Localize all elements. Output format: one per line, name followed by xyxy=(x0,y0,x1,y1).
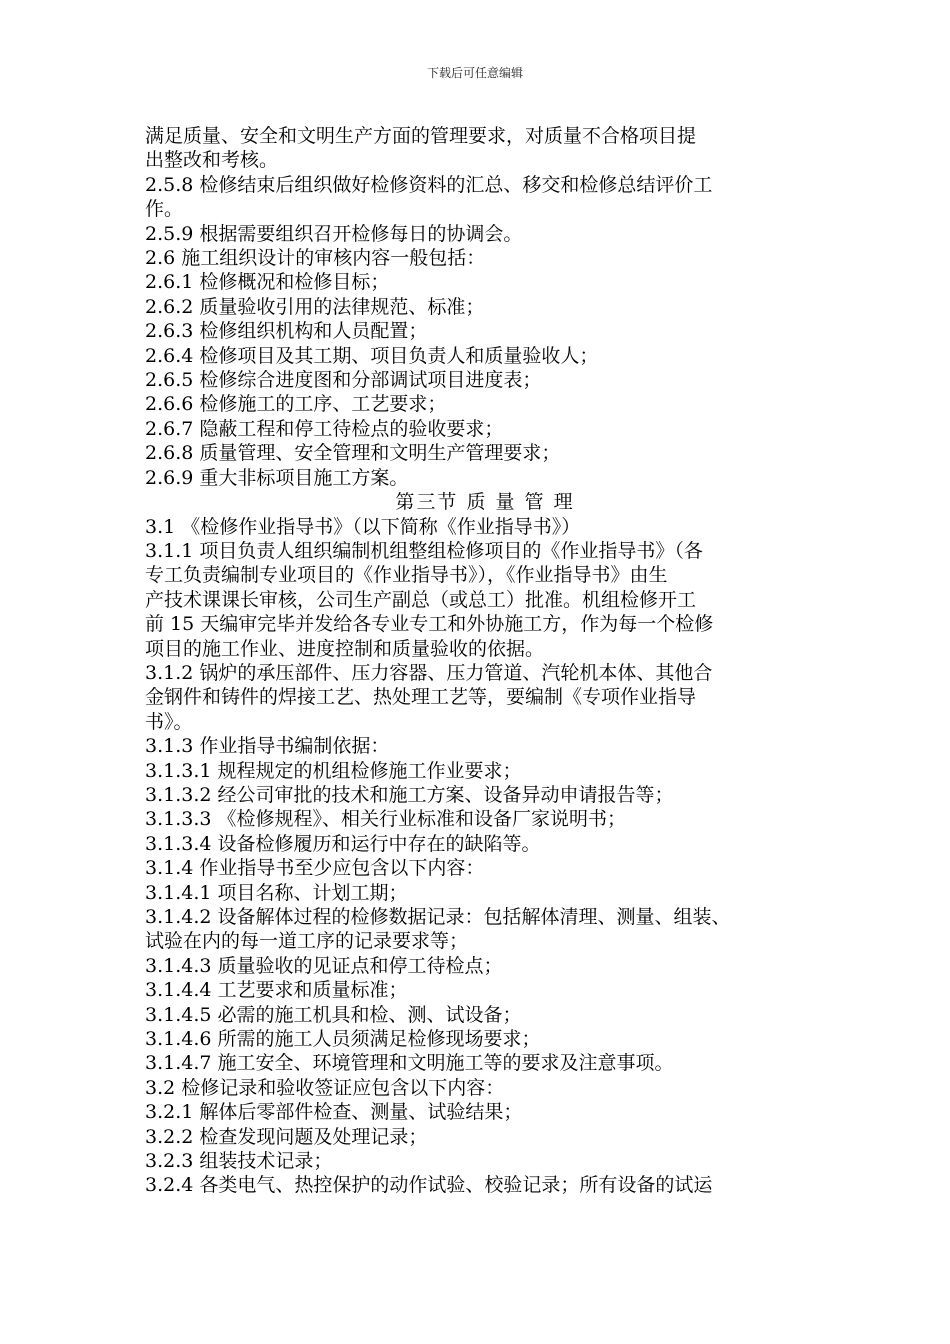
text-line: 3.1.3.2 经公司审批的技术和施工方案、设备异动申请报告等； xyxy=(145,783,674,806)
text-line: 3.1.4.4 工艺要求和质量标准； xyxy=(145,979,408,1002)
text-line: 3.2 检修记录和验收签证应包含以下内容： xyxy=(145,1076,505,1099)
text-line: 3.1.2 锅炉的承压部件、压力容器、压力管道、汽轮机本体、其他合 xyxy=(145,661,713,684)
text-line: 2.5.9 根据需要组织召开检修每日的协调会。 xyxy=(145,222,523,245)
text-line: 3.1.4.1 项目名称、计划工期； xyxy=(145,881,408,904)
text-line: 3.1.3.3 《检修规程》、相关行业标准和设备厂家说明书； xyxy=(145,808,627,831)
text-line: 2.6.2 质量验收引用的法律规范、标准； xyxy=(145,295,485,318)
text-line: 3.1.4.7 施工安全、环境管理和文明施工等的要求及注意事项。 xyxy=(145,1052,674,1075)
text-line: 2.6.3 检修组织机构和人员配置； xyxy=(145,320,428,343)
text-line: 2.6 施工组织设计的审核内容一般包括： xyxy=(145,247,486,270)
text-line: 出整改和考核。 xyxy=(145,149,279,172)
text-line: 2.6.5 检修综合进度图和分部调试项目进度表； xyxy=(145,369,542,392)
text-line: 满足质量、安全和文明生产方面的管理要求，对质量不合格项目提 xyxy=(145,125,697,147)
text-line: 3.1.4 作业指导书至少应包含以下内容： xyxy=(145,857,485,880)
text-line: 2.6.4 检修项目及其工期、项目负责人和质量验收人； xyxy=(145,344,599,367)
text-line: 书》。 xyxy=(145,710,193,733)
text-line: 2.6.1 检修概况和检修目标； xyxy=(145,271,390,294)
text-line: 专工负责编制专业项目的《作业指导书》），《作业指导书》由生 xyxy=(145,564,668,587)
text-line: 3.1.3.1 规程规定的机组检修施工作业要求； xyxy=(145,759,522,782)
text-line: 3.2.2 检查发现问题及处理记录； xyxy=(145,1125,428,1148)
text-line: 3.1.4.5 必需的施工机具和检、测、试设备； xyxy=(145,1003,522,1026)
text-line: 3.1 《检修作业指导书》（以下简称《作业指导书》） xyxy=(145,515,581,538)
text-line: 3.2.1 解体后零部件检查、测量、试验结果； xyxy=(145,1101,523,1124)
text-line: 3.1.4.3 质量验收的见证点和停工待检点； xyxy=(145,954,503,977)
text-line: 2.5.8 检修结束后组织做好检修资料的汇总、移交和检修总结评价工 xyxy=(145,173,713,196)
text-line: 3.1.3.4 设备检修履历和运行中存在的缺陷等。 xyxy=(145,832,541,855)
text-line: 2.6.6 检修施工的工序、工艺要求； xyxy=(145,393,447,416)
text-line: 3.1.1 项目负责人组织编制机组整组检修项目的《作业指导书》（各 xyxy=(145,539,703,562)
section-2-text xyxy=(145,124,825,490)
page-header: 下载后可任意编辑 xyxy=(426,66,523,80)
text-line: 金钢件和铸件的焊接工艺、热处理工艺等，要编制《专项作业指导 xyxy=(145,686,697,709)
text-line: 3.1.4.2 设备解体过程的检修数据记录：包括解体清理、测量、组装、 xyxy=(145,906,731,928)
section-3-text xyxy=(145,515,825,1198)
text-line: 2.6.7 隐蔽工程和停工待检点的验收要求； xyxy=(145,417,504,440)
text-line: 试验在内的每一道工序的记录要求等； xyxy=(145,930,469,953)
text-line: 前 15 天编审完毕并发给各专业专工和外协施工方，作为每一个检修 xyxy=(145,613,714,636)
text-line: 产技术课课长审核，公司生产副总（或总工）批准。机组检修开工 xyxy=(145,588,697,611)
text-line: 3.1.3 作业指导书编制依据： xyxy=(145,735,390,758)
text-line: 作。 xyxy=(145,198,184,221)
text-line: 2.6.9 重大非标项目施工方案。 xyxy=(145,466,409,489)
text-line: 3.2.3 组装技术记录； xyxy=(145,1150,333,1173)
document-body xyxy=(145,124,825,1198)
text-line: 3.1.4.6 所需的施工人员须满足检修现场要求； xyxy=(145,1028,541,1051)
text-line: 3.2.4 各类电气、热控保护的动作试验、校验记录；所有设备的试运 xyxy=(145,1174,713,1197)
section-title: 第三节 质 量 管 理 xyxy=(395,491,575,514)
text-line: 2.6.8 质量管理、安全管理和文明生产管理要求； xyxy=(145,442,561,465)
text-line: 项目的施工作业、进度控制和质量验收的依据。 xyxy=(145,637,545,660)
